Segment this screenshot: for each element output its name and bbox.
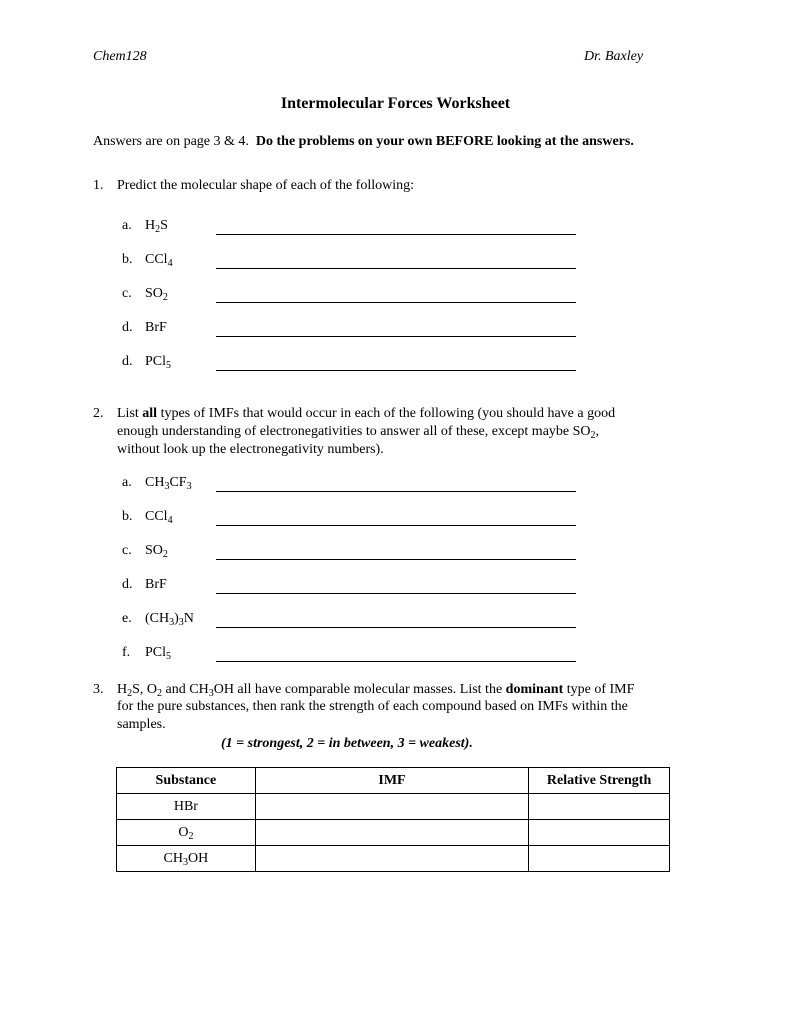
intro-line (93, 133, 634, 150)
q2-emphasis: all (142, 406, 158, 421)
q2-line2-sub: 2 (590, 430, 596, 441)
q1-item-formula: $SO_2$ (145, 286, 168, 303)
strength-answer-cell[interactable] (529, 794, 670, 820)
imf-answer-cell[interactable] (255, 794, 528, 820)
q1-item-label: c. (122, 286, 132, 301)
q2-item-label: a. (122, 475, 132, 490)
q2-answer-blank[interactable] (216, 593, 576, 594)
q2-line1-end: types of IMFs that would occur in each of the following (you should have a good (157, 406, 616, 421)
q2-answer-blank[interactable] (216, 627, 576, 628)
q2-line2 (117, 423, 599, 440)
q2-answer-blank[interactable] (216, 559, 576, 560)
q1-item-label: b. (122, 252, 133, 267)
strength-scale: (1 = strongest, 2 = in between, 3 = weakest). (221, 736, 473, 751)
q1-answer-blank[interactable] (216, 336, 576, 337)
q2-line3: without look up the electronegativity numbers). (117, 442, 384, 457)
q1-item-formula: $H_2S$ (145, 218, 168, 235)
q2-item-label: c. (122, 543, 132, 558)
q2-item-formula: PCl$_5$ (145, 645, 172, 662)
q1-item-formula: PCl$_5$ (145, 354, 172, 371)
q3-line1: $H_2S$, $O_2$ and $CH_3OH$ all have comparable molecular masses. List the dominant type of IMF (117, 682, 635, 699)
q2-item-formula: BrF (145, 577, 167, 592)
instructor-name: Dr. Baxley (584, 49, 644, 64)
q1-item-label: a. (122, 218, 132, 233)
q2-item-formula: $SO_2$ (145, 543, 168, 560)
header-imf: IMF (255, 768, 528, 794)
q2-item-label: e. (122, 611, 132, 626)
q1-item-label: d. (122, 354, 133, 369)
strength-answer-cell[interactable] (529, 846, 670, 872)
q2-answer-blank[interactable] (216, 525, 576, 526)
intro-warning: Do the problems on your own BEFORE looking at the answers. (255, 134, 634, 149)
q2-item-label: b. (122, 509, 133, 524)
substance-cell: $O_2$ (117, 820, 256, 846)
q1-item-formula: CCl$_4$ (145, 252, 173, 269)
q2-line1 (117, 405, 615, 422)
q3-line3: samples. (117, 717, 166, 732)
header-substance: Substance (117, 768, 256, 794)
intro-text: Answers are on page 3 & 4. (93, 134, 249, 149)
q1-item-formula: BrF (145, 320, 167, 335)
header-relative-strength: Relative Strength (529, 768, 670, 794)
q1-answer-blank[interactable] (216, 370, 576, 371)
q2-number: 2. (93, 406, 104, 421)
q2-line2-text: enough understanding of electronegativities to answer all of these, except maybe SO (117, 424, 591, 439)
q2-item-label: d. (122, 577, 133, 592)
q2-item-formula: CCl$_4$ (145, 509, 173, 526)
q1-item-label: d. (122, 320, 133, 335)
q2-item-formula: $CH_3CF_3$ (145, 475, 192, 492)
q1-answer-blank[interactable] (216, 268, 576, 269)
imf-answer-cell[interactable] (255, 846, 528, 872)
table-row (117, 820, 670, 846)
q1-answer-blank[interactable] (216, 302, 576, 303)
q2-answer-blank[interactable] (216, 491, 576, 492)
q3-line2: for the pure substances, then rank the strength of each compound based on IMFs within the (117, 699, 628, 714)
strength-answer-cell[interactable] (529, 820, 670, 846)
table-row (117, 794, 670, 820)
q2-item-label: f. (122, 645, 131, 660)
q1-answer-blank[interactable] (216, 234, 576, 235)
table-row (117, 846, 670, 872)
q3-number: 3. (93, 682, 104, 697)
q1-text: Predict the molecular shape of each of the following: (117, 178, 415, 193)
substance-cell: $CH_3OH$ (117, 846, 256, 872)
page-title: Intermolecular Forces Worksheet (280, 95, 511, 112)
q2-item-formula: $(CH_3)_3N$ (145, 611, 194, 628)
q1-number: 1. (93, 178, 104, 193)
course-code: Chem128 (93, 49, 147, 64)
q2-line2-end: , (595, 424, 600, 439)
substance-cell: HBr (117, 794, 256, 820)
imf-answer-cell[interactable] (255, 820, 528, 846)
imf-table (116, 767, 670, 872)
q2-answer-blank[interactable] (216, 661, 576, 662)
table-header-row (117, 768, 670, 794)
q2-line1-start: List (117, 406, 143, 421)
